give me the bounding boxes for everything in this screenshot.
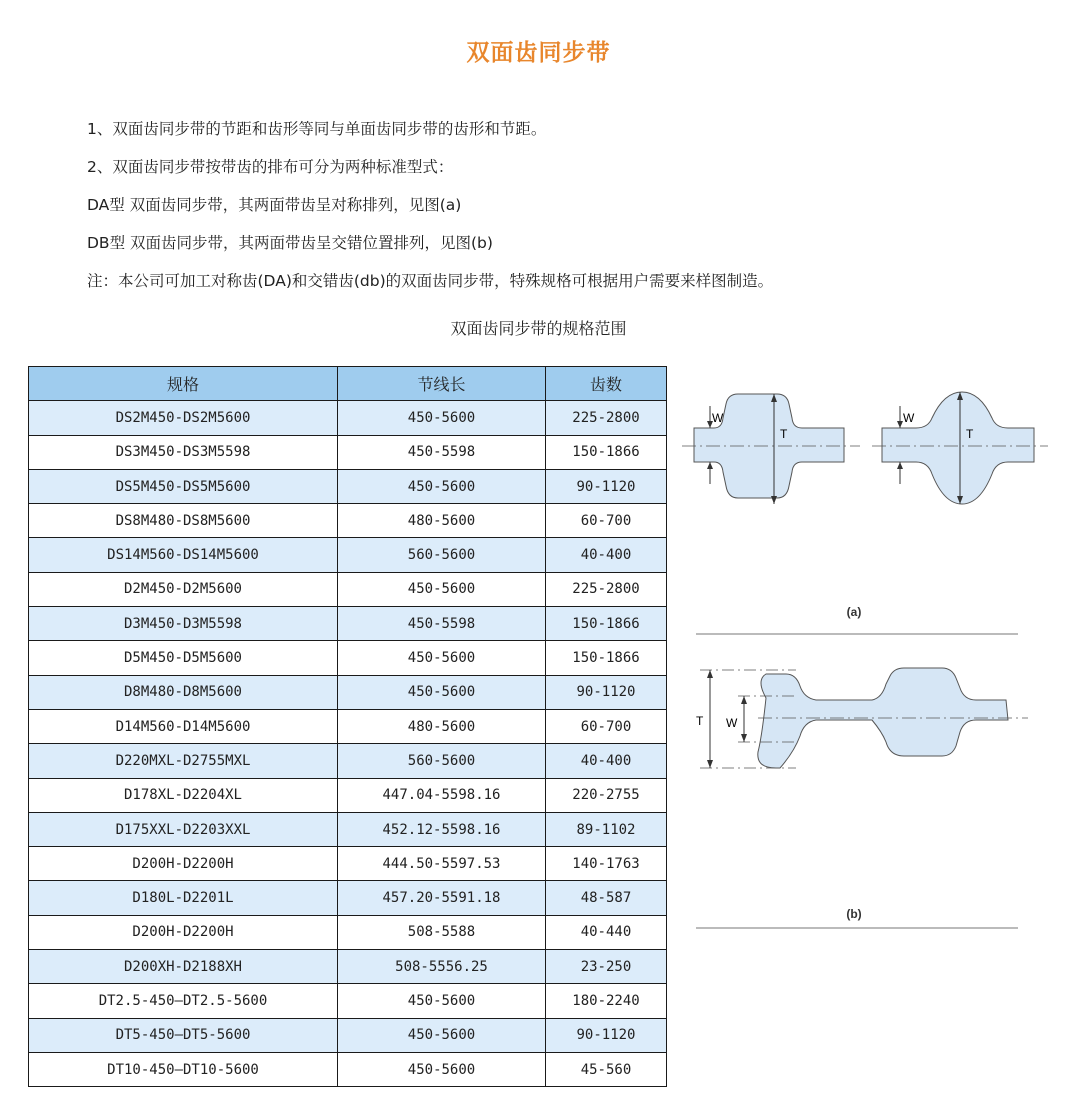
intro-line-3: DA型 双面齿同步带，其两面带齿呈对称排列，见图(a) (87, 196, 462, 214)
caption-b: (b) (846, 907, 862, 921)
cell-spec: D180L-D2201L (29, 881, 338, 915)
cell-teeth: 90-1120 (546, 1018, 667, 1052)
cell-teeth: 150-1866 (546, 607, 667, 641)
table-row (29, 1018, 667, 1052)
cell-teeth: 40-400 (546, 538, 667, 572)
cell-pitch-length: 450-5600 (338, 675, 546, 709)
header-spec: 规格 (29, 367, 338, 401)
cell-pitch-length: 508-5556.25 (338, 950, 546, 984)
label-w-a1: W (712, 411, 724, 425)
cell-spec: DS3M450-DS3M5598 (29, 435, 338, 469)
table-row (29, 675, 667, 709)
label-t-a2: T (966, 427, 974, 441)
cell-teeth: 40-400 (546, 744, 667, 778)
cell-spec: D2M450-D2M5600 (29, 572, 338, 606)
cell-teeth: 45-560 (546, 1052, 667, 1086)
table-row (29, 709, 667, 743)
cell-teeth: 220-2755 (546, 778, 667, 812)
cell-teeth: 40-440 (546, 915, 667, 949)
cell-pitch-length: 450-5600 (338, 572, 546, 606)
cell-spec: D8M480-D8M5600 (29, 675, 338, 709)
table-row (29, 401, 667, 435)
cell-pitch-length: 450-5598 (338, 607, 546, 641)
cell-teeth: 140-1763 (546, 847, 667, 881)
cell-pitch-length: 508-5588 (338, 915, 546, 949)
cell-pitch-length: 450-5600 (338, 469, 546, 503)
table-row (29, 469, 667, 503)
table-row (29, 915, 667, 949)
cell-spec: D200XH-D2188XH (29, 950, 338, 984)
cell-teeth: 90-1120 (546, 469, 667, 503)
cell-spec: D200H-D2200H (29, 915, 338, 949)
spec-table (28, 366, 667, 1087)
header-teeth: 齿数 (546, 367, 667, 401)
table-row (29, 744, 667, 778)
cell-teeth: 150-1866 (546, 435, 667, 469)
cell-pitch-length: 450-5600 (338, 401, 546, 435)
cell-spec: D5M450-D5M5600 (29, 641, 338, 675)
intro-line-2: 2、双面齿同步带按带齿的排布可分为两种标准型式： (87, 158, 454, 176)
table-row (29, 641, 667, 675)
cell-pitch-length: 444.50-5597.53 (338, 847, 546, 881)
table-body (29, 401, 667, 1087)
cell-spec: D175XXL-D2203XXL (29, 812, 338, 846)
belt-tooth-diagram (676, 380, 1056, 940)
table-row (29, 984, 667, 1018)
cell-spec: D3M450-D3M5598 (29, 607, 338, 641)
cell-teeth: 60-700 (546, 709, 667, 743)
cell-pitch-length: 450-5600 (338, 984, 546, 1018)
table-row (29, 847, 667, 881)
intro-line-1: 1、双面齿同步带的节距和齿形等同与单面齿同步带的齿形和节距。 (87, 120, 547, 138)
intro-line-4: DB型 双面齿同步带，其两面带齿呈交错位置排列，见图(b) (87, 234, 493, 252)
cell-teeth: 180-2240 (546, 984, 667, 1018)
table-row (29, 572, 667, 606)
cell-spec: DS5M450-DS5M5600 (29, 469, 338, 503)
cell-pitch-length: 450-5598 (338, 435, 546, 469)
table-row (29, 812, 667, 846)
table-row (29, 538, 667, 572)
cell-teeth: 23-250 (546, 950, 667, 984)
cell-spec: DT10-450—DT10-5600 (29, 1052, 338, 1086)
table-row (29, 778, 667, 812)
cell-teeth: 150-1866 (546, 641, 667, 675)
cell-pitch-length: 447.04-5598.16 (338, 778, 546, 812)
table-row (29, 435, 667, 469)
profile-a-left (682, 394, 860, 504)
cell-spec: DS8M480-DS8M5600 (29, 504, 338, 538)
cell-pitch-length: 450-5600 (338, 1018, 546, 1052)
cell-pitch-length: 560-5600 (338, 744, 546, 778)
cell-teeth: 60-700 (546, 504, 667, 538)
label-w-b: W (726, 716, 738, 730)
cell-spec: DT2.5-450—DT2.5-5600 (29, 984, 338, 1018)
table-row (29, 881, 667, 915)
cell-pitch-length: 452.12-5598.16 (338, 812, 546, 846)
cell-teeth: 90-1120 (546, 675, 667, 709)
cell-spec: DT5-450—DT5-5600 (29, 1018, 338, 1052)
header-pitch-length: 节线长 (338, 367, 546, 401)
cell-pitch-length: 450-5600 (338, 641, 546, 675)
cell-spec: DS2M450-DS2M5600 (29, 401, 338, 435)
cell-pitch-length: 480-5600 (338, 504, 546, 538)
table-row (29, 950, 667, 984)
cell-spec: DS14M560-DS14M5600 (29, 538, 338, 572)
caption-a: (a) (846, 605, 862, 619)
cell-teeth: 225-2800 (546, 572, 667, 606)
table-row (29, 504, 667, 538)
label-t-a1: T (780, 427, 788, 441)
page-title: 双面齿同步带 (466, 40, 611, 66)
cell-pitch-length: 450-5600 (338, 1052, 546, 1086)
table-row (29, 607, 667, 641)
cell-teeth: 48-587 (546, 881, 667, 915)
label-w-a2: W (903, 411, 915, 425)
cell-teeth: 225-2800 (546, 401, 667, 435)
cell-spec: D220MXL-D2755MXL (29, 744, 338, 778)
cell-spec: D200H-D2200H (29, 847, 338, 881)
intro-text (87, 118, 1047, 308)
cell-pitch-length: 560-5600 (338, 538, 546, 572)
table-caption: 双面齿同步带的规格范围 (450, 319, 627, 338)
table-header-row (29, 367, 667, 401)
cell-spec: D178XL-D2204XL (29, 778, 338, 812)
cell-pitch-length: 457.20-5591.18 (338, 881, 546, 915)
profile-a-right (872, 392, 1048, 504)
cell-spec: D14M560-D14M5600 (29, 709, 338, 743)
cell-teeth: 89-1102 (546, 812, 667, 846)
intro-line-5: 注：本公司可加工对称齿(DA)和交错齿(db)的双面齿同步带，特殊规格可根据用户需要来样图制造。 (87, 272, 774, 290)
profile-b (696, 668, 1028, 768)
label-t-b: T (696, 714, 704, 728)
table-row (29, 1052, 667, 1086)
cell-pitch-length: 480-5600 (338, 709, 546, 743)
